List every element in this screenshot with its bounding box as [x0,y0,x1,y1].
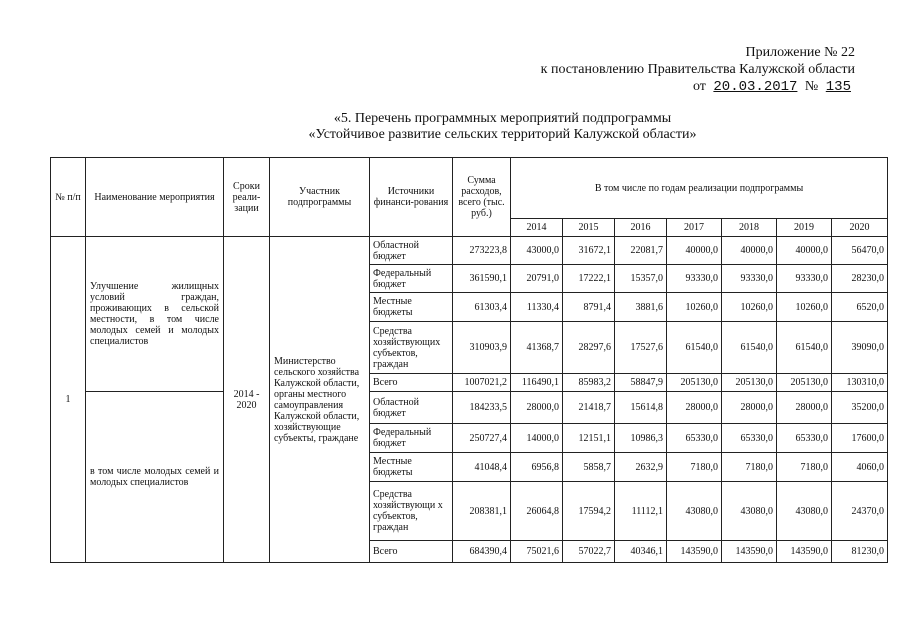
year-amount: 8791,4 [563,293,615,322]
year-amount: 28000,0 [777,392,832,424]
year-amount: 43080,0 [667,482,722,541]
year-amount: 17594,2 [563,482,615,541]
year-amount: 10260,0 [667,293,722,322]
year-amount: 20791,0 [511,265,563,293]
from-label: от [692,79,706,94]
year-amount: 205130,0 [722,374,777,392]
document-title [0,111,905,143]
total-amount: 361590,1 [453,265,511,293]
year-amount: 28297,6 [563,322,615,374]
year-amount: 10260,0 [777,293,832,322]
year-amount: 31672,1 [563,237,615,265]
year-amount: 61540,0 [667,322,722,374]
year-header: 2015 [563,219,615,237]
year-amount: 28230,0 [832,265,888,293]
year-amount: 21418,7 [563,392,615,424]
year-amount: 65330,0 [667,424,722,453]
year-amount: 40000,0 [722,237,777,265]
funding-source: Средства хозяйствующих субъектов, граждан [370,322,453,374]
year-amount: 4060,0 [832,453,888,482]
total-amount: 1007021,2 [453,374,511,392]
year-amount: 7180,0 [777,453,832,482]
year-amount: 3881,6 [615,293,667,322]
year-amount: 43080,0 [722,482,777,541]
table-row [51,392,888,424]
year-amount: 15614,8 [615,392,667,424]
funding-source: Федеральный бюджет [370,265,453,293]
header-sum: Сумма расходов, всего (тыс. руб.) [453,158,511,237]
total-amount: 684390,4 [453,541,511,563]
year-amount: 6520,0 [832,293,888,322]
funding-source: Средства хозяйствующи х субъектов, граждан [370,482,453,541]
year-amount: 24370,0 [832,482,888,541]
year-amount: 14000,0 [511,424,563,453]
year-amount: 26064,8 [511,482,563,541]
year-amount: 41368,7 [511,322,563,374]
year-amount: 11330,4 [511,293,563,322]
year-amount: 43000,0 [511,237,563,265]
number-label: № [804,79,819,94]
participant-value: Министерство сельского хозяйства Калужской области, органы местного самоуправления Калужской области, хозяйствующие субъекты, граждане [270,237,370,563]
year-amount: 28000,0 [667,392,722,424]
year-amount: 28000,0 [722,392,777,424]
header-by-years: В том числе по годам реализации подпрограммы [511,158,888,219]
year-amount: 17600,0 [832,424,888,453]
year-amount: 116490,1 [511,374,563,392]
year-amount: 40346,1 [615,541,667,563]
year-amount: 61540,0 [777,322,832,374]
year-amount: 61540,0 [722,322,777,374]
measure-name: Улучшение жилищных условий граждан, проживающих в сельской местности, в том числе молодых семей и молодых специалистов [86,237,224,392]
total-amount: 250727,4 [453,424,511,453]
year-amount: 65330,0 [777,424,832,453]
year-amount: 6956,8 [511,453,563,482]
year-amount: 57022,7 [563,541,615,563]
program-measures-table [50,157,888,563]
total-amount: 273223,8 [453,237,511,265]
funding-source: Федеральный бюджет [370,424,453,453]
year-amount: 5858,7 [563,453,615,482]
year-amount: 93330,0 [667,265,722,293]
year-amount: 56470,0 [832,237,888,265]
measure-name: в том числе молодых семей и молодых специалистов [86,392,224,563]
total-amount: 208381,1 [453,482,511,541]
year-amount: 17222,1 [563,265,615,293]
row-number: 1 [51,237,86,563]
header-sources: Источники финанси-рования [370,158,453,237]
total-amount: 61303,4 [453,293,511,322]
header-num: № п/п [51,158,86,237]
year-amount: 22081,7 [615,237,667,265]
resolution-reference: к постановлению Правительства Калужской области [540,62,855,77]
year-header: 2019 [777,219,832,237]
year-amount: 7180,0 [667,453,722,482]
header-row [51,158,888,219]
funding-source: Местные бюджеты [370,293,453,322]
year-amount: 40000,0 [667,237,722,265]
year-amount: 28000,0 [511,392,563,424]
header-name: Наименование мероприятия [86,158,224,237]
year-amount: 143590,0 [722,541,777,563]
year-amount: 143590,0 [777,541,832,563]
year-header: 2017 [667,219,722,237]
year-amount: 130310,0 [832,374,888,392]
appendix-label: Приложение № 22 [745,45,855,60]
year-amount: 12151,1 [563,424,615,453]
year-amount: 65330,0 [722,424,777,453]
year-amount: 15357,0 [615,265,667,293]
year-amount: 10986,3 [615,424,667,453]
year-header: 2014 [511,219,563,237]
year-amount: 17527,6 [615,322,667,374]
year-amount: 39090,0 [832,322,888,374]
year-amount: 2632,9 [615,453,667,482]
title-line-2: «Устойчивое развитие сельских территорий Калужской области» [308,127,697,142]
year-amount: 93330,0 [722,265,777,293]
funding-source: Областной бюджет [370,392,453,424]
period-value: 2014 - 2020 [224,237,270,563]
year-amount: 7180,0 [722,453,777,482]
year-amount: 40000,0 [777,237,832,265]
total-amount: 184233,5 [453,392,511,424]
header-participant: Участник подпрограммы [270,158,370,237]
total-amount: 41048,4 [453,453,511,482]
funding-source: Областной бюджет [370,237,453,265]
year-header: 2020 [832,219,888,237]
year-amount: 143590,0 [667,541,722,563]
year-amount: 93330,0 [777,265,832,293]
title-line-1: «5. Перечень программных мероприятий подпрограммы [333,111,672,126]
total-amount: 310903,9 [453,322,511,374]
year-amount: 205130,0 [667,374,722,392]
resolution-date: 20.03.2017 [713,79,798,95]
funding-source: Всего [370,541,453,563]
year-amount: 81230,0 [832,541,888,563]
header-period: Сроки реали-зации [224,158,270,237]
year-amount: 205130,0 [777,374,832,392]
year-amount: 75021,6 [511,541,563,563]
year-amount: 58847,9 [615,374,667,392]
year-amount: 35200,0 [832,392,888,424]
table-row [51,237,888,265]
resolution-date-line [541,78,855,96]
document-header [541,44,855,96]
year-amount: 11112,1 [615,482,667,541]
year-header: 2018 [722,219,777,237]
funding-source: Местные бюджеты [370,453,453,482]
year-amount: 43080,0 [777,482,832,541]
year-amount: 85983,2 [563,374,615,392]
resolution-number: 135 [825,79,851,95]
year-header: 2016 [615,219,667,237]
funding-source: Всего [370,374,453,392]
year-amount: 10260,0 [722,293,777,322]
